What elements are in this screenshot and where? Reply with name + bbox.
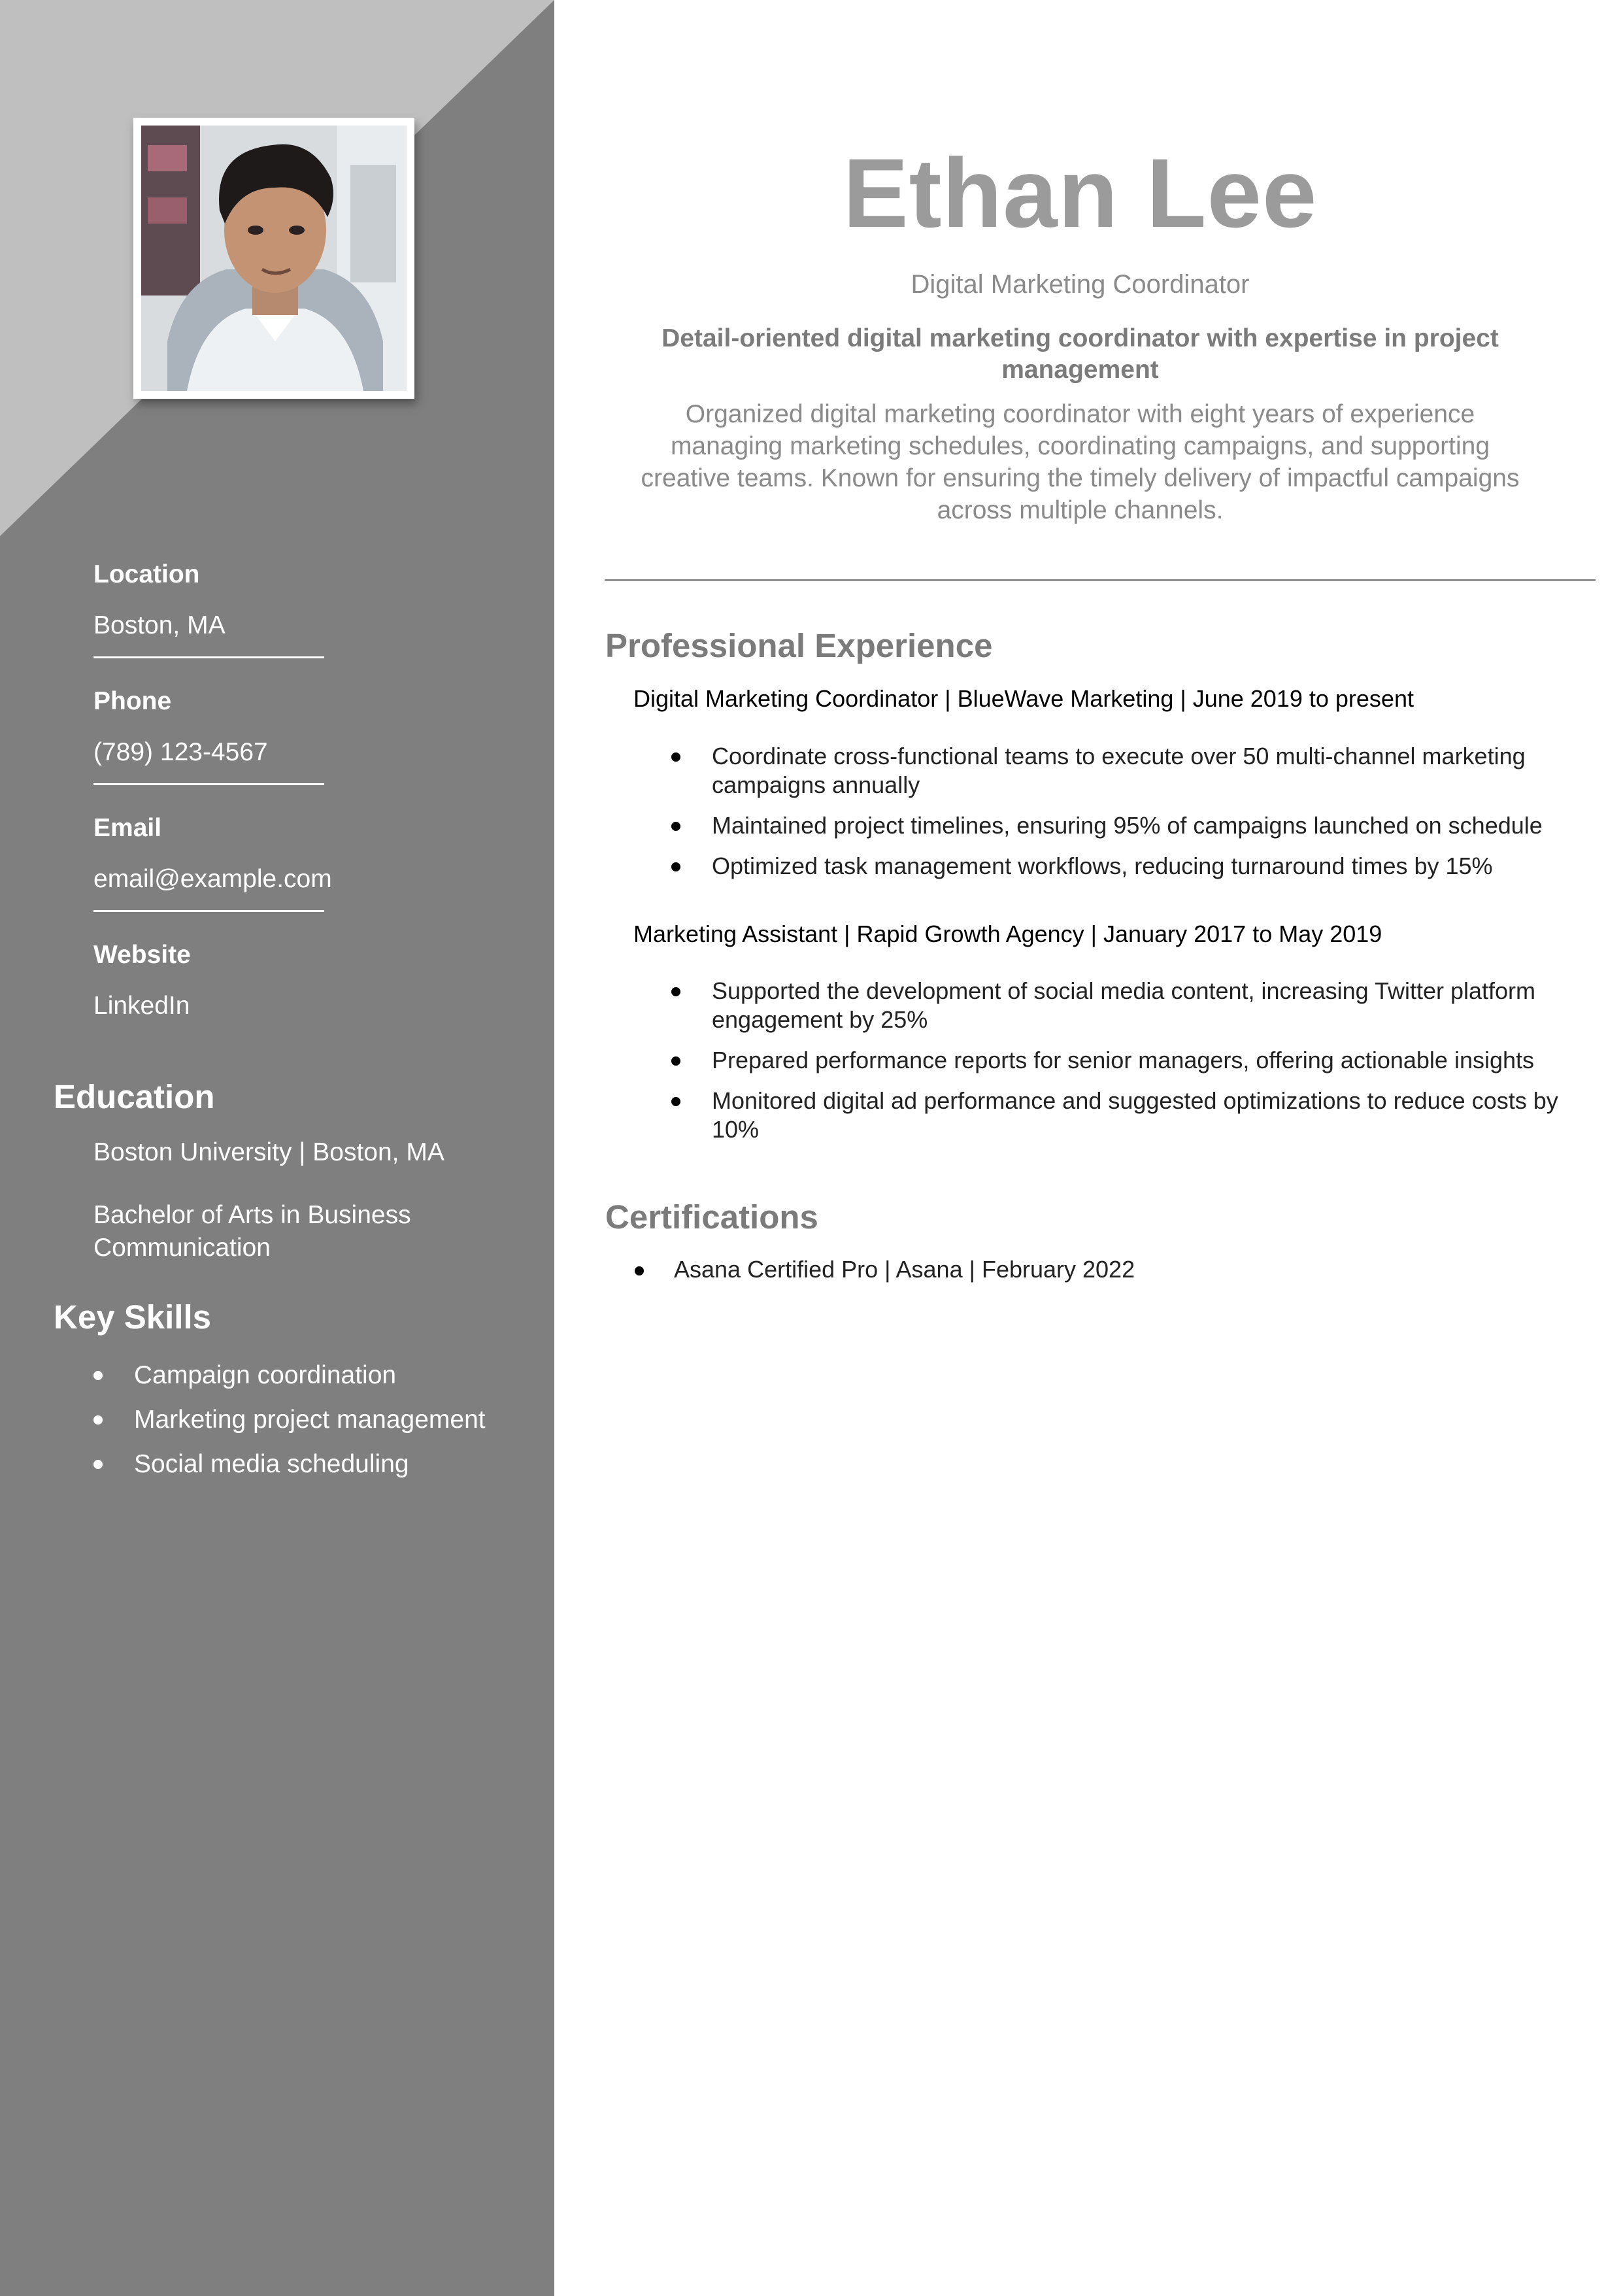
contact-label: Email <box>93 814 162 842</box>
contact-label: Location <box>93 560 200 588</box>
email-link[interactable]: email@example.com <box>93 865 332 893</box>
contact-divider <box>93 910 324 912</box>
experience-heading: Professional Experience <box>605 627 993 664</box>
contact-website <box>93 937 433 1064</box>
summary-paragraph: Organized digital marketing coordinator with eight years of experience managing marketing schedules, coordinating campaigns, and supporting creative teams. Known for ensuring the timely delivery of impactful campaigns across multiple channels. <box>641 400 1520 524</box>
list-item: Optimized task management workflows, reducing turnaround times by 15% <box>712 852 1575 881</box>
contact-location <box>93 557 433 684</box>
skills-heading: Key Skills <box>54 1298 211 1336</box>
education-school: Boston University | Boston, MA <box>93 1138 444 1166</box>
contact-label: Website <box>93 941 191 969</box>
phone-value[interactable]: (789) 123-4567 <box>93 738 268 766</box>
list-item: Coordinate cross-functional teams to execute over 50 multi-channel marketing campaigns annually <box>712 742 1575 800</box>
sidebar <box>0 0 554 2296</box>
profile-photo-frame <box>133 118 414 399</box>
certifications-list <box>674 1255 1524 1285</box>
contact-label: Phone <box>93 687 172 715</box>
location-value: Boston, MA <box>93 611 226 639</box>
education-heading: Education <box>54 1078 215 1115</box>
candidate-title: Digital Marketing Coordinator <box>911 270 1250 299</box>
certifications-heading: Certifications <box>605 1198 818 1236</box>
job-bullets <box>712 977 1575 1156</box>
list-item: Social media scheduling <box>93 1442 512 1487</box>
list-item: Maintained project timelines, ensuring 95% of campaigns launched on schedule <box>712 811 1575 840</box>
contact-phone <box>93 684 433 811</box>
job-header: Marketing Assistant | Rapid Growth Agency | January 2017 to May 2019 <box>633 920 1382 947</box>
profile-photo-illustration <box>141 126 407 391</box>
profile-photo <box>141 126 407 391</box>
list-item: Supported the development of social media content, increasing Twitter platform engagement by 25% <box>712 977 1575 1034</box>
list-item: Asana Certified Pro | Asana | February 2022 <box>674 1255 1524 1285</box>
summary-tagline: Detail-oriented digital marketing coordinator with expertise in project management <box>661 324 1499 384</box>
job-header: Digital Marketing Coordinator | BlueWave Marketing | June 2019 to present <box>633 685 1414 712</box>
contact-divider <box>93 783 324 785</box>
list-item: Campaign coordination <box>93 1353 512 1398</box>
education-degree: Bachelor of Arts in Business Communication <box>93 1201 411 1262</box>
list-item: Marketing project management <box>93 1398 512 1442</box>
skills-list <box>93 1353 512 1487</box>
job-bullets <box>712 742 1575 892</box>
contact-divider <box>93 656 324 658</box>
contact-email <box>93 811 433 937</box>
contact-section <box>93 557 433 1064</box>
candidate-name: Ethan Lee <box>843 138 1318 248</box>
header-divider <box>605 579 1596 581</box>
list-item: Prepared performance reports for senior managers, offering actionable insights <box>712 1046 1575 1075</box>
list-item: Monitored digital ad performance and suggested optimizations to reduce costs by 10% <box>712 1087 1575 1144</box>
website-link[interactable]: LinkedIn <box>93 992 190 1020</box>
